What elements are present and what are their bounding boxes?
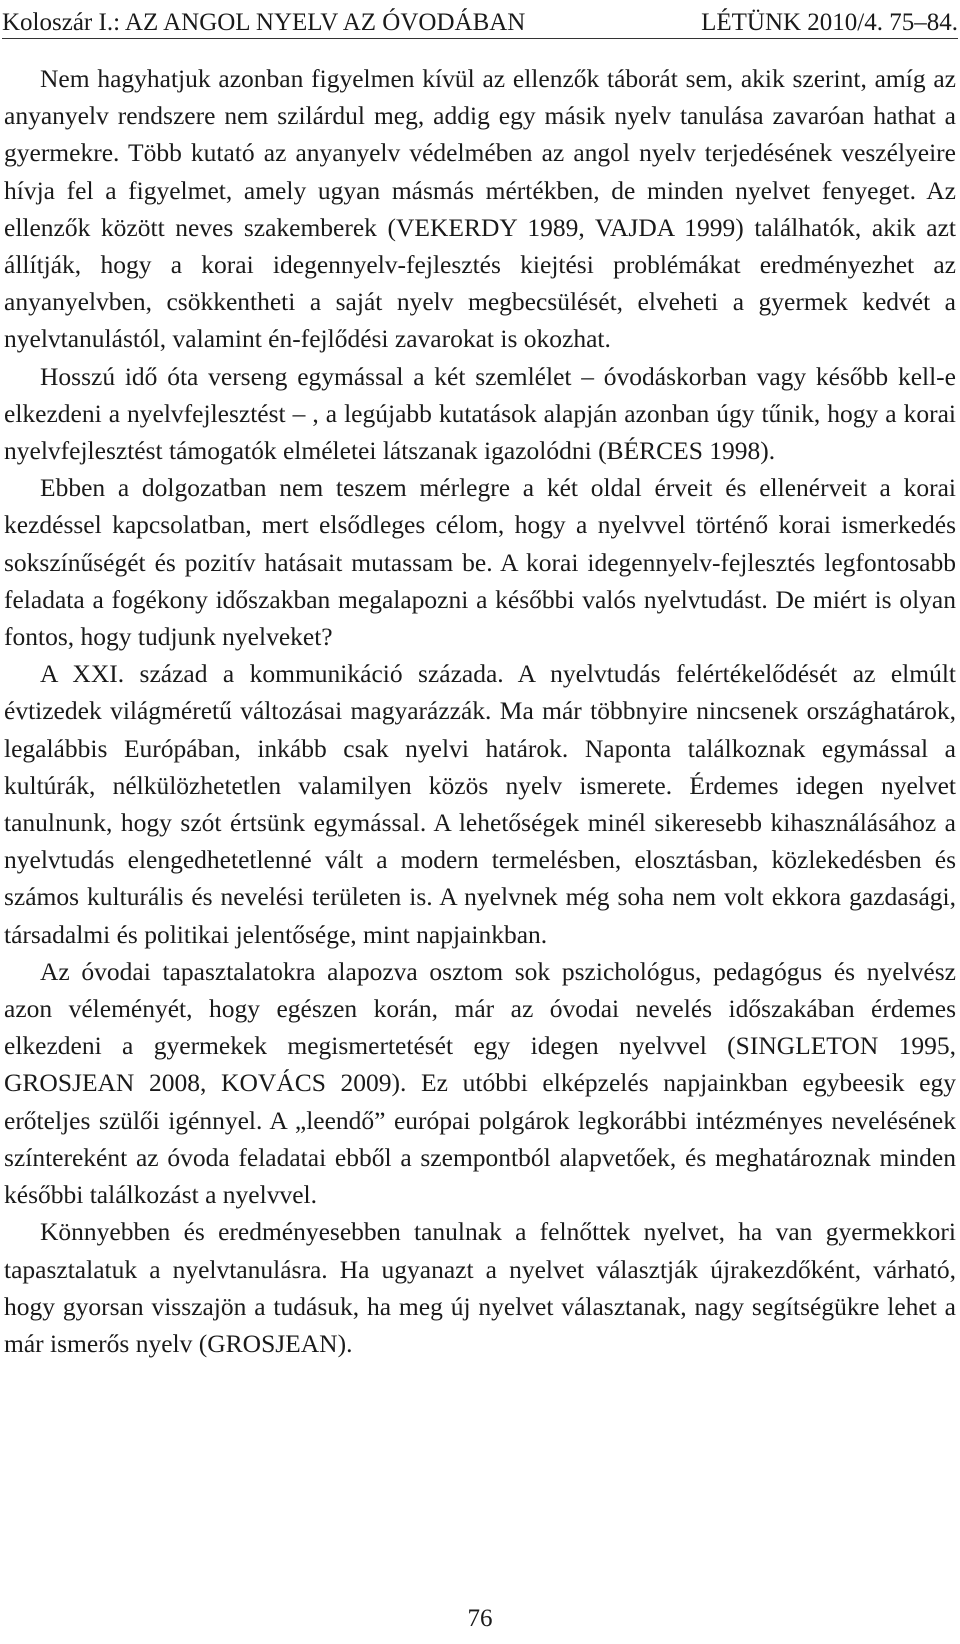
- paragraph: Az óvodai tapasztalatokra alapozva osztom sok pszichológus, pedagógus és nyelvész azon véleményét, hogy egészen korán, már az óvodai nevelés időszakában érdemes elkezdeni a gyermekek megismertetését egy idegen nyelvvel (SINGLETON 1995, GROSJEAN 2008, KOVÁCS 2009). Ez utóbbi elképzelés napjainkban egybeesik egy erőteljes szülői igénnyel. A „leendő” európai polgárok legkorábbi intézményes nevelésének színtereként az óvoda feladatai ebből a szempontból alapvetőek, és meghatároznak minden későbbi találkozást a nyelvvel.: [4, 956, 956, 1210]
- paragraph: Könnyebben és eredményesebben tanulnak a felnőttek nyelvet, ha van gyermekkori tapasztalatuk a nyelvtanulásra. Ha ugyanazt a nyelvet választják újrakezdőként, várható, hogy gyorsan visszajön a tudásuk, ha meg új nyelvet választanak, nagy segítségükre lehet a már ismerős nyelv (GROSJEAN).: [4, 1217, 956, 1358]
- paragraph: Nem hagyhatjuk azonban figyelmen kívül az ellenzők táborát sem, akik szerint, amíg az anyanyelv rendszere nem szilárdul meg, addig egy másik nyelv tanulása zavaróan hathat a gyermekre. Több kutató az anyanyelv védelmében az angol nyelv terjedésének veszélyeire hívja fel a figyelmet, amely ugyan másmás mértékben, de minden nyelvet fenyeget. Az ellenzők között neves szakemberek (VEKERDY 1989, VAJDA 1999) találhatók, akik azt állítják, hogy a korai idegennyelv-fejlesztés kiejtési problémákat eredményezhet az anyanyelvben, csökkentheti a saját nyelv megbecsülését, elveheti a gyermek kedvét a nyelvtanulástól, valamint én-fejlődési zavarokat is okozhat.: [4, 64, 956, 354]
- article-body: [4, 60, 956, 1362]
- paragraph: Ebben a dolgozatban nem teszem mérlegre a két oldal érveit és ellenérveit a korai kezdéssel kapcsolatban, mert elsődleges célom, hogy a nyelvvel történő korai ismerkedés sokszínűségét és pozitív hatásait mutassam be. A korai idegennyelv-fejlesztés legfontosabb feladata a fogékony időszakban megalapozni a későbbi valós nyelvtudást. De miért is olyan fontos, hogy tudjunk nyelveket?: [4, 473, 956, 652]
- header-journal-citation: LÉTÜNK 2010/4. 75–84.: [701, 9, 958, 36]
- header-author-title: Koloszár I.: AZ ANGOL NYELV AZ ÓVODÁBAN: [2, 9, 526, 36]
- paragraph: Hosszú idő óta verseng egymással a két szemlélet – óvodáskorban vagy később kell-e elkezdeni a nyelvfejlesztést – , a legújabb kutatások alapján azonban úgy tűnik, hogy a korai nyelvfejlesztést támogatók elméletei látszanak igazolódni (BÉRCES 1998).: [4, 361, 956, 466]
- paragraph: A XXI. század a kommunikáció százada. A nyelvtudás felértékelődését az elmúlt évtizedek világméretű változásai magyarázzák. Ma már többnyire nincsenek országhatárok, legalábbis Európában, inkább csak nyelvi határok. Naponta találkoznak egymással a kultúrák, nélkülözhetetlen valamilyen közös nyelv ismerete. Érdemes idegen nyelvet tanulnunk, hogy szót értsünk egymással. A lehetőségek minél sikeresebb kihasználásához a nyelvtudás elengedhetetlenné vált a modern termelésben, elosztásban, közlekedésben és számos kulturális és nevelési területen is. A nyelvnek még soha nem volt ekkora gazdasági, társadalmi és politikai jelentősége, mint napjainkban.: [4, 659, 956, 949]
- running-header: [2, 4, 958, 39]
- page-number: 76: [467, 1605, 493, 1632]
